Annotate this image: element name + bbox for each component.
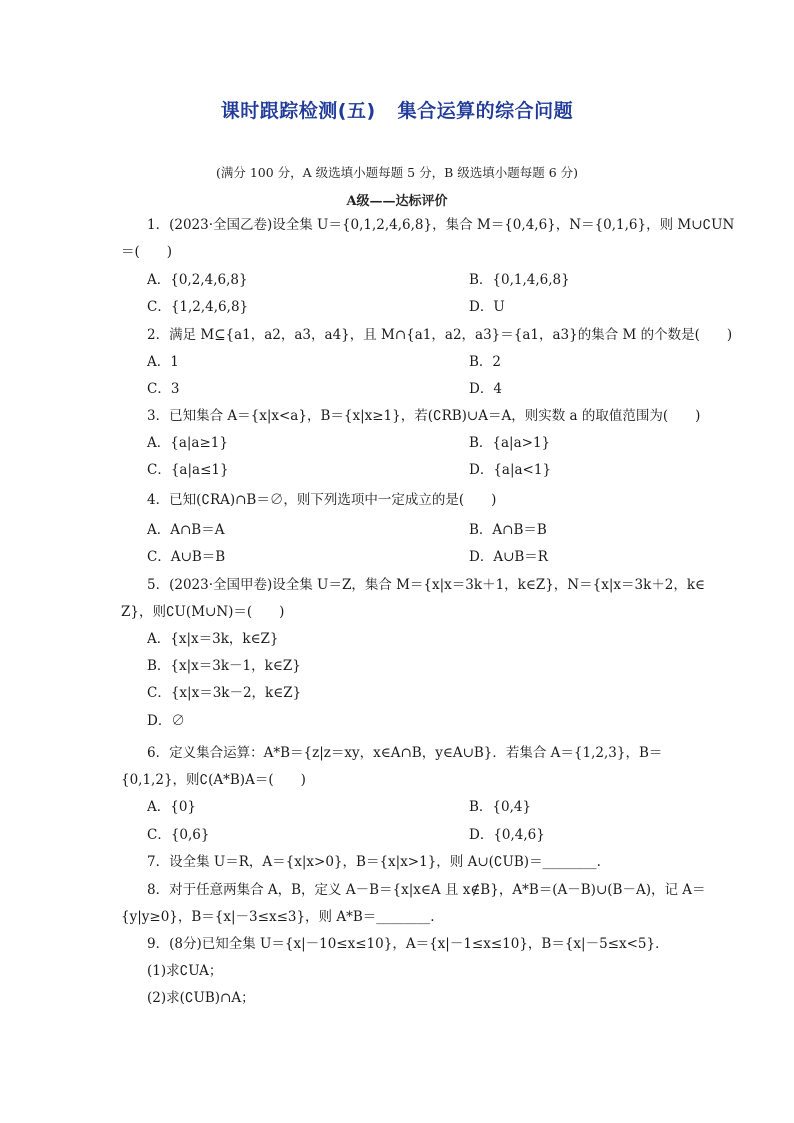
question-3-option-a: A．{a|a≥1} [147,435,228,451]
question-2-option-c: C．3 [147,381,180,397]
question-6-option-d: D．{0,4,6} [469,827,545,843]
question-6-option-c: C．{0,6} [147,827,210,843]
question-9-stem: 9．(8分)已知全集 U＝{x|－10≤x≤10}，A＝{x|－1≤x≤10}，B＝{x|－5≤x<5}． [147,936,669,952]
question-8-stem: 8．对于任意两集合 A，B，定义 A－B＝{x|x∈A 且 x∉B}，A*B＝(A－B)∪(B－A)，记 A＝ [147,882,706,898]
level-heading: A级——达标评价 [346,194,448,209]
question-5-option-a: A．{x|x＝3k，k∈Z} [147,631,279,647]
question-1-option-d: D．U [469,299,505,315]
question-2-option-a: A．1 [147,354,179,370]
question-5-option-b: B．{x|x＝3k－1，k∈Z} [147,658,301,674]
question-3-option-d: D．{a|a<1} [469,462,552,478]
question-6-stem: 6．定义集合运算：A*B＝{z|z＝xy，x∈A∩B，y∈A∪B}．若集合 A＝{1,2,3}，B＝ [147,745,663,761]
question-1-option-c: C．{1,2,4,6,8} [147,299,249,315]
title-right: 集合运算的综合问题 [397,100,574,122]
question-1-stem-cont: ＝( ) [121,244,173,260]
question-2-option-b: B．2 [469,354,502,370]
question-9-part-2: (2)求(∁UB)∩A； [147,990,255,1006]
question-6-option-a: A．{0} [147,799,197,815]
question-1-option-a: A．{0,2,4,6,8} [147,272,248,288]
question-1-stem: 1．(2023·全国乙卷)设全集 U＝{0,1,2,4,6,8}，集合 M＝{0,4,6}，N＝{0,1,6}，则 M∪∁UN [147,217,735,233]
question-4-option-d: D．A∪B＝R [469,549,548,565]
page-title [0,96,794,123]
question-4-stem: 4．已知(∁RA)∩B＝∅，则下列选项中一定成立的是( ) [147,492,497,508]
question-3-option-b: B．{a|a>1} [469,435,551,451]
title-left: 课时跟踪检测(五) [220,100,376,122]
question-4-option-b: B．A∩B＝B [469,522,547,538]
question-5-option-d: D．∅ [147,713,185,729]
question-2-option-d: D．4 [469,381,502,397]
score-note: (满分 100 分，A 级选填小题每题 5 分，B 级选填小题每题 6 分) [215,165,579,180]
question-5-stem: 5．(2023·全国甲卷)设全集 U＝Z，集合 M＝{x|x＝3k＋1，k∈Z}，N＝{x|x＝3k＋2，k∈ [147,577,706,593]
question-9-part-1: (1)求∁UA； [147,963,223,979]
question-3-option-c: C．{a|a≤1} [147,462,229,478]
question-5-stem-cont: Z}，则∁U(M∪N)＝( ) [121,604,285,620]
question-1-option-b: B．{0,1,4,6,8} [469,272,570,288]
question-6-option-b: B．{0,4} [469,799,532,815]
question-3-stem: 3．已知集合 A＝{x|x<a}，B＝{x|x≥1}，若(∁RB)∪A＝A，则实数 a 的取值范围为( ) [147,408,701,424]
question-5-option-c: C．{x|x＝3k－2，k∈Z} [147,685,302,701]
question-8-stem-cont: {y|y≥0}，B＝{x|－3≤x≤3}，则 A*B＝________. [121,909,435,925]
question-4-option-c: C．A∪B＝B [147,549,226,565]
question-6-stem-cont: {0,1,2}，则∁(A*B)A＝( ) [121,772,306,788]
question-2-stem: 2．满足 M⊆{a1，a2，a3，a4}，且 M∩{a1，a2，a3}＝{a1，a3}的集合 M 的个数是( ) [147,327,733,343]
question-7-stem: 7．设全集 U＝R，A＝{x|x>0}，B＝{x|x>1}，则 A∪(∁UB)＝________. [147,854,601,870]
question-4-option-a: A．A∩B＝A [147,522,225,538]
